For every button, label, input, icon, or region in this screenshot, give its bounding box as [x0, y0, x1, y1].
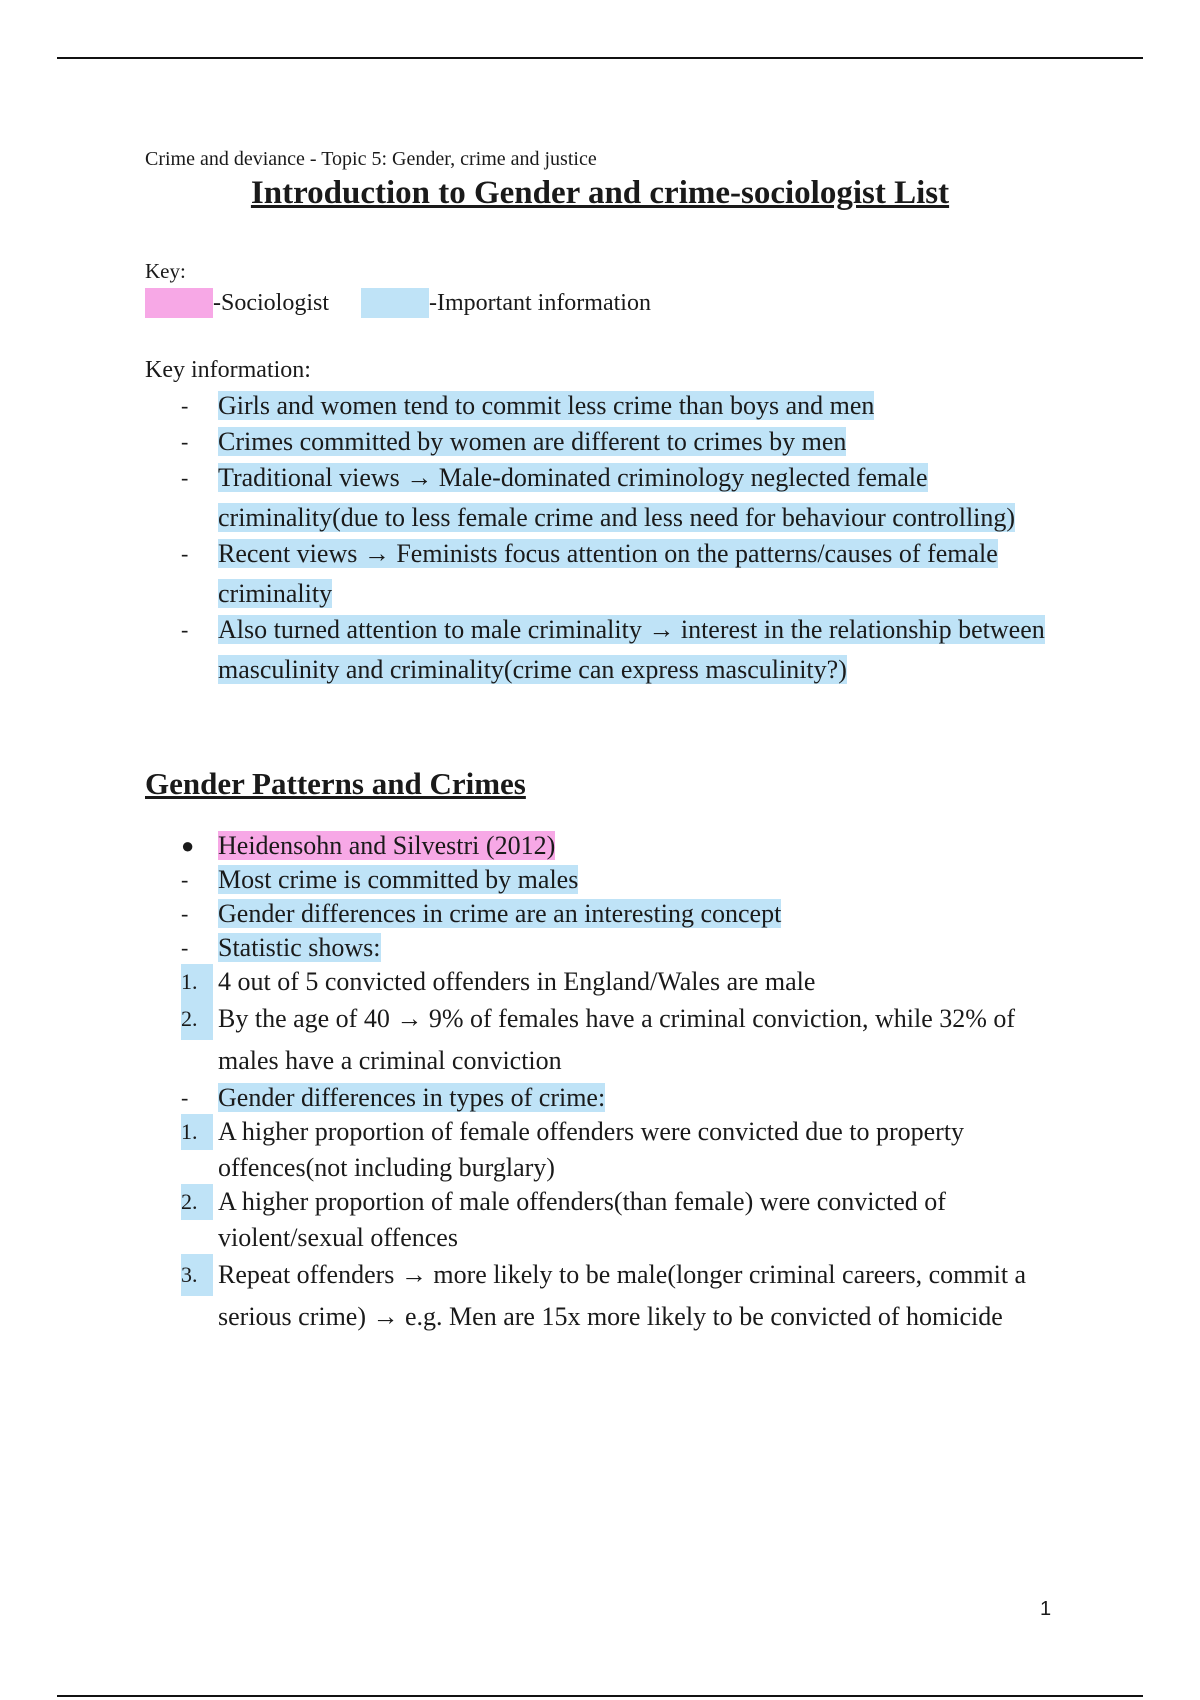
list-item-text: A higher proportion of male offenders(than female) were convicted of violent/sexual offences — [218, 1186, 946, 1252]
page-number: 1 — [1040, 1598, 1052, 1620]
numbered-item — [145, 1184, 1065, 1256]
list-item-text: By the age of 40 → 9% of females have a criminal conviction, while 32% of males have a criminal conviction — [218, 1003, 1016, 1075]
list-item-text: Recent views → Feminists focus attention on the patterns/causes of female criminality — [218, 539, 998, 608]
dash-marker: - — [181, 393, 189, 418]
numbered-item — [145, 964, 1065, 1000]
number-marker: 3. — [181, 1254, 213, 1296]
list-item-text: Gender differences in types of crime: — [218, 1082, 606, 1112]
number-marker: 1. — [181, 964, 213, 1000]
document-body — [145, 145, 1065, 1338]
section-heading: Gender Patterns and Crimes — [145, 766, 526, 801]
list-item-text: Most crime is committed by males — [218, 864, 579, 894]
list-item — [145, 930, 1065, 966]
top-rule — [57, 57, 1143, 59]
numbered-item — [145, 1254, 1065, 1338]
dash-marker: - — [181, 1084, 189, 1110]
important-info-key-text: -Important information — [429, 290, 651, 316]
bullet-marker: ● — [181, 832, 195, 858]
list-item — [145, 386, 1065, 426]
number-marker: 2. — [181, 1184, 213, 1220]
dash-marker: - — [181, 429, 189, 454]
number-marker: 1. — [181, 1114, 213, 1150]
list-item — [145, 1080, 1065, 1116]
list-item — [145, 458, 1065, 538]
list-item-text: Gender differences in crime are an interesting concept — [218, 898, 782, 928]
list-item-text: Traditional views → Male-dominated criminology neglected female criminality(due to less female crime and less need for behaviour controlling) — [218, 463, 1016, 532]
sociologist-swatch — [145, 288, 213, 318]
important-info-swatch — [361, 288, 429, 318]
sociologist-item — [145, 828, 1065, 864]
page-title: Introduction to Gender and crime-sociologist List — [250, 175, 950, 211]
dash-marker: - — [181, 866, 189, 892]
dash-marker: - — [181, 934, 189, 960]
number-marker: 2. — [181, 998, 213, 1040]
dash-marker: - — [181, 465, 189, 490]
list-item — [145, 422, 1065, 462]
dash-marker: - — [181, 541, 189, 566]
list-item — [145, 534, 1065, 614]
key-label: Key: — [145, 259, 186, 283]
list-item — [145, 610, 1065, 690]
numbered-item — [145, 1114, 1065, 1186]
key-information-list — [145, 386, 1065, 690]
list-item-text: A higher proportion of female offenders were convicted due to property offences(not including burglary) — [218, 1116, 965, 1182]
sociologist-key-text: -Sociologist — [213, 290, 330, 316]
list-item-text: Also turned attention to male criminality → interest in the relationship between masculinity and criminality(crime can express masculinity?) — [218, 615, 1045, 684]
list-item-text: Girls and women tend to commit less crime than boys and men — [218, 391, 875, 420]
list-item-text: 4 out of 5 convicted offenders in England/Wales are male — [218, 966, 816, 996]
list-item — [145, 862, 1065, 898]
list-item-text: Crimes committed by women are different to crimes by men — [218, 427, 847, 456]
list-item-text: Repeat offenders → more likely to be male(longer criminal careers, commit a serious crime) → e.g. Men are 15x more likely to be convicted of homicide — [218, 1259, 1027, 1331]
numbered-item — [145, 998, 1065, 1082]
list-item — [145, 896, 1065, 932]
sociologist-name: Heidensohn and Silvestri (2012) — [218, 830, 556, 860]
bottom-rule — [57, 1695, 1143, 1697]
gender-patterns-list — [145, 828, 1065, 1338]
key-information-label: Key information: — [145, 357, 311, 383]
key-legend — [145, 288, 1065, 318]
dash-marker: - — [181, 900, 189, 926]
dash-marker: - — [181, 617, 189, 642]
list-item-text: Statistic shows: — [218, 932, 381, 962]
topic-line: Crime and deviance - Topic 5: Gender, crime and justice — [145, 148, 597, 170]
